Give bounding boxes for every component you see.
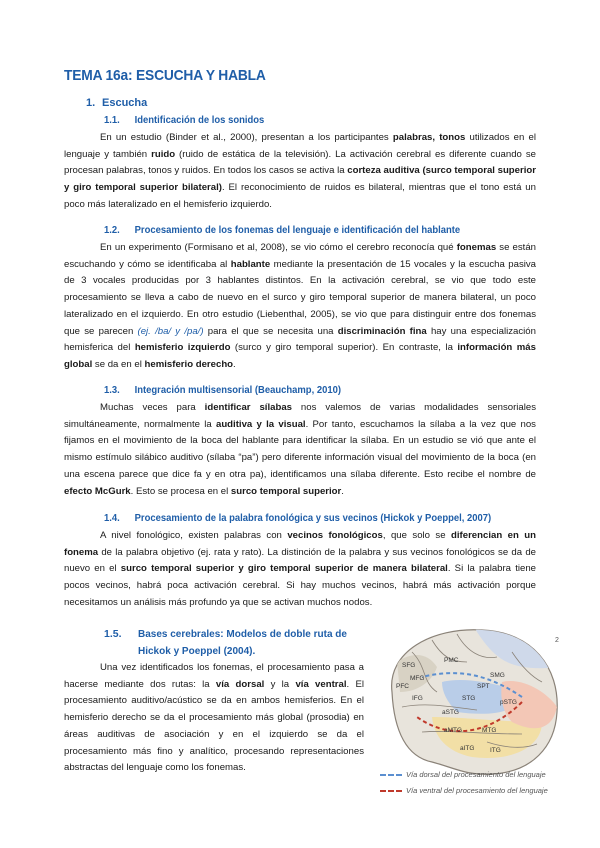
subsection-heading-1-1	[104, 114, 264, 126]
subsection-heading-1-4	[104, 512, 491, 524]
subsection-number: 1.1.	[104, 114, 120, 126]
legend-dorsal	[380, 770, 546, 779]
label-pstg: pSTG	[500, 699, 517, 706]
legend-ventral	[380, 786, 548, 795]
label-mfg: MFG	[410, 675, 425, 682]
section-heading-escucha	[86, 97, 147, 109]
label-aitg: aITG	[460, 745, 475, 752]
subsection-label-cont: Hickok y Poeppel (2004).	[138, 646, 256, 657]
paragraph-1-3: Muchas veces para identificar sílabas nos valemos de varias modalidades sensoriales simultáneamente, normalmente la auditiva y la visual. Por tanto, escuchamos la sílaba a la vez que nos fijamos en el movimiento de la boca del hablante para identificar la sílaba. En un estudio se vió que ante el mismo estímulo silábico auditivo (sílaba “pa”) pero diferente información visual del movimiento de la boca (en una escena parece que dice fa y en otra pa), identificamos una sílaba diferente. Esto recibe el nombre de efecto McGurk. Esto se procesa en el surco temporal superior.	[64, 402, 537, 497]
label-spt: SPT	[477, 683, 490, 690]
paragraph-1-4: A nivel fonológico, existen palabras con vecinos fonológicos, que solo se diferencian en un fonema de la palabra objetivo (ej. rata y rato). La distinción de la palabra y sus vecinos fonológicos se da de nuevo en el surco temporal superior y giro temporal superior de manera bilateral. Si la palabra tiene pocos vecinos, habrá poca activación cerebral. Si hay muchos vecinos, habrá más activación porque necesitamos un análisis más profundo ya que se activan muchos nodos.	[64, 530, 536, 608]
subsection-label: Identificación de los sonidos	[134, 114, 265, 126]
section-number: 1.	[86, 97, 96, 109]
label-smg: SMG	[490, 672, 505, 679]
paragraph-1-5: Una vez identificados los fonemas, el procesamiento pasa a hacerse mediante dos rutas: la vía dorsal y la vía ventral. El procesamiento auditivo/acústico se da en ambos hemisferios. En el hemisferio derecho se da el procesamiento más global (prosodia) en áreas auditivas de asociación y en el izquierdo se da el procesamiento más fino y analítico, procesando representaciones abstractas del lenguaje como los fonemas.	[64, 662, 364, 774]
brain-dual-route-figure	[372, 622, 562, 792]
section-label: Escucha	[102, 97, 148, 109]
paragraph-1-2: En un experimento (Formisano et al, 2008), se vio cómo el cerebro reconocía qué fonemas se están escuchando y cómo se identificaba al hablante mediante la presentación de 15 vocales y la escucha pasiva de 3 vocales producidas por 3 hablantes distintos. En la activación cerebral, se vio que todo este procesamiento se lleva a cabo de nuevo en el surco y giro temporal superior de manera bilateral, un poco lateralizado en el izquierdo. En otro estudio (Liebenthal, 2005), se vio que para distinguir entre dos fonemas que se parecen (ej. /ba/ y /pa/) para el que se necesita una discriminación fina hay una especialización hemisferica del hemisferio izquierdo (surco y giro temporal superior). En contraste, la información más global se da en el hemisferio derecho.	[64, 242, 537, 370]
page-title: TEMA 16a: ESCUCHA Y HABLA	[64, 67, 266, 84]
subsection-heading-1-2	[104, 224, 460, 236]
label-itg: ITG	[490, 747, 501, 754]
label-pmc: PMC	[444, 657, 459, 664]
subsection-heading-1-5	[104, 626, 366, 660]
subsection-number: 1.5.	[104, 628, 122, 640]
legend-ventral-label: Vía ventral del procesamiento del lenguaje	[406, 786, 548, 795]
label-ifg: IFG	[412, 695, 423, 702]
label-mtg: MTG	[482, 727, 497, 734]
label-sfg: SFG	[402, 662, 416, 669]
label-astg: aSTG	[442, 709, 459, 716]
label-amtg: aMTG	[444, 727, 463, 734]
subsection-number: 1.3.	[104, 384, 120, 396]
subsection-label: Bases cerebrales: Modelos de doble ruta de	[138, 629, 347, 640]
paragraph-1-1: En un estudio (Binder et al., 2000), presentan a los participantes palabras, tonos utilizados en el lenguaje y también ruido (ruido de estática de la televisión). La activación cerebral es diferente cuando se procesan palabras, tonos y ruidos. En todos los casos se activa la corteza auditiva (surco temporal superior y giro temporal superior bilateral). El reconocimiento de ruidos es bilateral, mientras que el tono está un poco más lateralizado en el hemisferio izquierdo.	[64, 132, 537, 210]
ventral-legend-swatch	[380, 790, 402, 792]
subsection-number: 1.2.	[104, 224, 120, 236]
subsection-number: 1.4.	[104, 512, 120, 524]
subsection-label: Procesamiento de los fonemas del lenguaje e identificación del hablante	[134, 224, 461, 236]
figure-page-mark: 2	[555, 637, 559, 644]
legend-dorsal-label: Vía dorsal del procesamiento del lenguaje	[406, 770, 546, 779]
dorsal-legend-swatch	[380, 774, 402, 776]
label-stg: STG	[462, 695, 476, 702]
subsection-label: Procesamiento de la palabra fonológica y sus vecinos (Hickok y Poeppel, 2007)	[134, 512, 492, 524]
subsection-heading-1-3	[104, 384, 341, 396]
subsection-label: Integración multisensorial (Beauchamp, 2010)	[134, 384, 341, 396]
label-pfc: PFC	[396, 683, 409, 690]
